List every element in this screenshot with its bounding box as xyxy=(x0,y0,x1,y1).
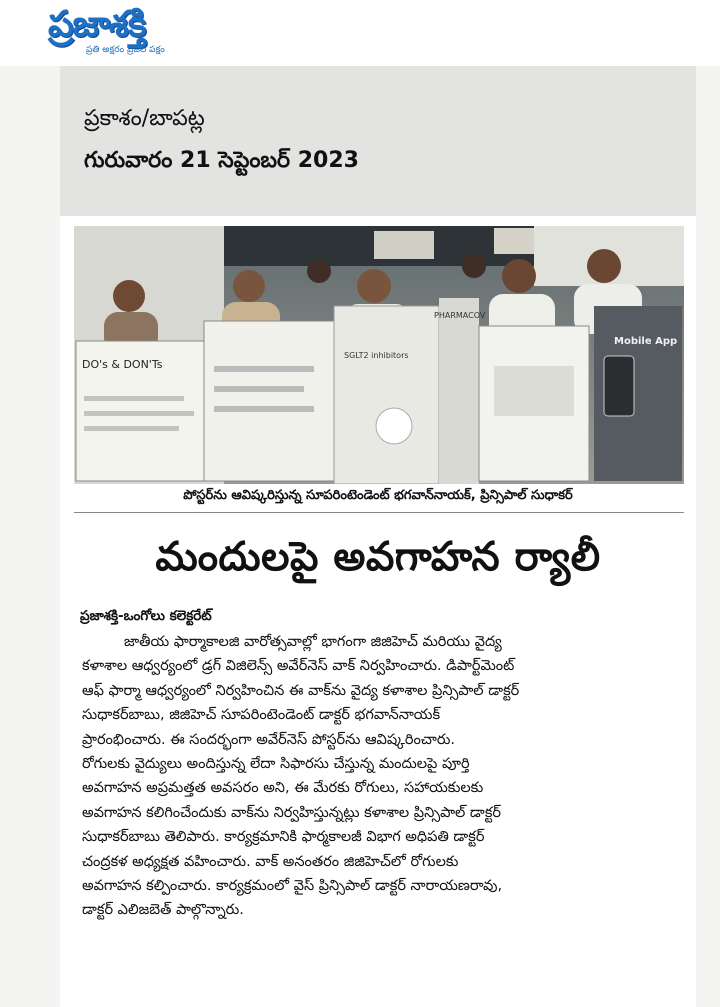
prajasakti-logo xyxy=(48,6,218,56)
body-line: కళాశాల ఆధ్వర్యంలో డ్రగ్ విజిలెన్స్ అవేర్‌నెస్ వాక్ నిర్వహించారు. డిపార్ట్‌మెంట్ xyxy=(82,658,515,675)
poster-text-dos-donts: DO's & DON'Ts xyxy=(82,358,163,371)
body-line: రోగులకు వైద్యులు అందిస్తున్న లేదా సిఫారసు చేస్తున్న మందులపై పూర్తి xyxy=(82,756,470,773)
article-body xyxy=(82,630,686,923)
photo-illustration xyxy=(74,226,684,484)
edition-name: ప్రకాశం/బాపట్ల xyxy=(84,106,205,131)
body-line: అవగాహన కల్పించారు. కార్యక్రమంలో వైస్ ప్రిన్సిపాల్ డాక్టర్ నారాయణరావు, xyxy=(82,878,503,895)
body-line: సుధాకర్‌బాబు, జిజిహెచ్ సూపరింటెండెంట్ డాక్టర్ భగవాన్‌నాయక్ xyxy=(82,707,441,724)
news-clipping xyxy=(60,216,696,1007)
body-line: ఆఫ్ ఫార్మా ఆధ్వర్యంలో నిర్వహించిన ఈ వాక్‌ను వైద్య కళాశాల ప్రిన్సిపాల్ డాక్టర్ xyxy=(82,682,520,699)
logo-text: ప్రజాశక్తి xyxy=(48,4,146,45)
article-headline: మందులపై అవగాహన ర్యాలీ xyxy=(155,534,601,580)
article-byline: ప్రజాశక్తి-ఒంగోలు కలెక్టరేట్ xyxy=(80,608,212,624)
masthead xyxy=(0,0,720,66)
divider xyxy=(74,512,684,513)
news-photo xyxy=(74,226,684,484)
body-line: సుధాకర్‌బాబు తెలిపారు. కార్యక్రమానికి ఫార్మకాలజీ విభాగ అధిపతి డాక్టర్ xyxy=(82,829,485,846)
body-line: ప్రారంభించారు. ఈ సందర్భంగా అవేర్‌నెస్ పోస్టర్‌ను ఆవిష్కరించారు. xyxy=(82,731,456,748)
poster-text-sglt2: SGLT2 inhibitors xyxy=(344,351,409,360)
body-line: చంద్రకళ అధ్యక్షత వహించారు. వాక్ అనంతరం జిజిహెచ్‌లో రోగులకు xyxy=(82,853,459,870)
body-line: అవగాహన కలిగించేందుకు వాక్‌ను నిర్వహిస్తున్నట్లు కళాశాల ప్రిన్సిపాల్ డాక్టర్ xyxy=(82,804,501,821)
body-line: జాతీయ ఫార్మాకాలజి వారోత్సవాల్లో భాగంగా జిజిహెచ్ మరియు వైద్య xyxy=(124,634,502,650)
body-line: డాక్టర్ ఎలిజబెత్ పాల్గొన్నారు. xyxy=(82,902,244,919)
edition-date: గురువారం 21 సెప్టెంబర్ 2023 xyxy=(84,148,359,173)
photo-caption: పోస్టర్‌ను ఆవిష్కరిస్తున్న సూపరింటెండెంట్ భగవాన్‌నాయక్, ప్రిన్సిపాల్ సుధాకర్ xyxy=(183,488,573,503)
body-line: అవగాహన అప్రమత్తత అవసరం అని, ఈ మేరకు రోగులు, సహాయకులకు xyxy=(82,780,484,797)
logo-tagline: ప్రతి అక్షరం ప్రజల పక్షం xyxy=(86,45,165,55)
edition-header xyxy=(60,66,696,216)
poster-text-pharmacov: PHARMACOV xyxy=(434,311,486,320)
poster-text-mobile-app: Mobile App xyxy=(614,336,678,347)
